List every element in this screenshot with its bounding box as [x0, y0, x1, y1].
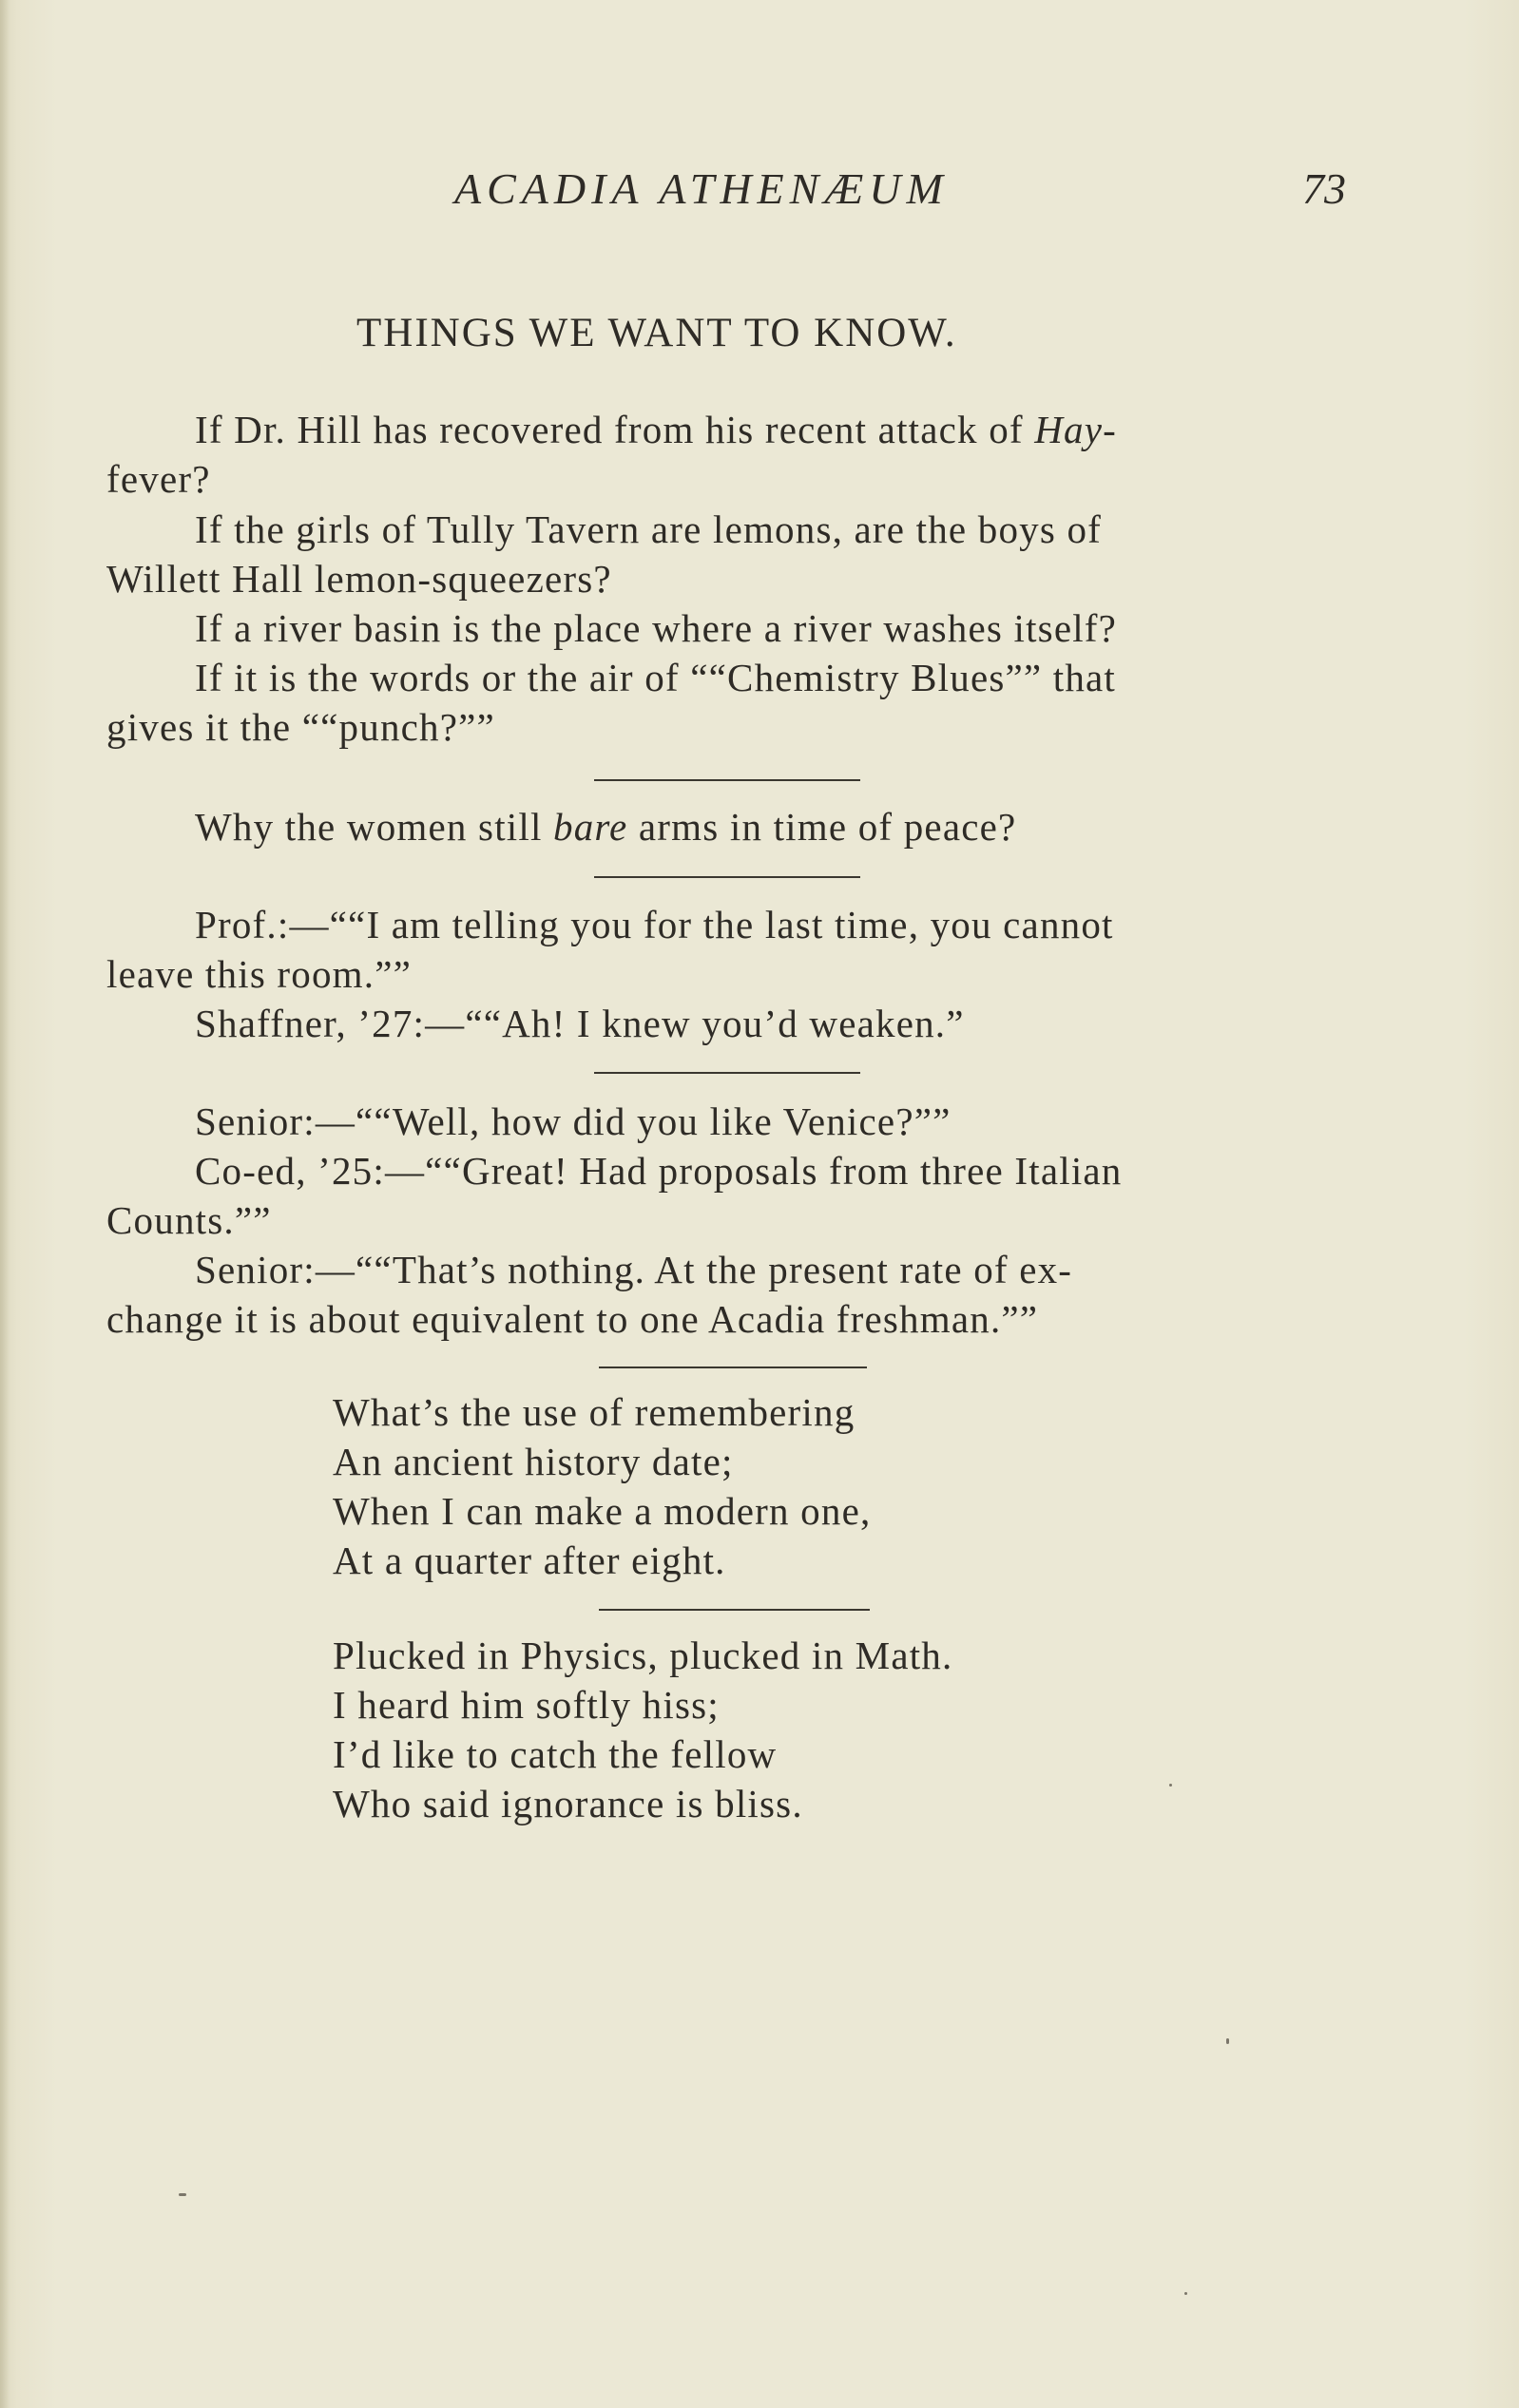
venice-dialogue-line-1: Senior:—““Well, how did you like Venice?”” — [195, 1099, 952, 1143]
verse-line: An ancient history date; — [333, 1440, 734, 1483]
verse-line: At a quarter after eight. — [333, 1538, 726, 1582]
prof-dialogue-line-1: Prof.:—““I am telling you for the last time, you cannot — [195, 903, 1114, 946]
verse-line: When I can make a modern one, — [333, 1489, 872, 1533]
verse-line: Plucked in Physics, plucked in Math. — [333, 1634, 953, 1677]
section-heading: THINGS WE WANT TO KNOW. — [356, 311, 957, 355]
section-divider — [594, 1072, 860, 1074]
question-text: If Dr. Hill has recovered from his recent attack of — [195, 408, 1035, 451]
page-edge-shadow — [0, 0, 10, 2408]
bare-arms-line — [195, 805, 1017, 849]
section-divider — [594, 876, 860, 878]
running-header-title: ACADIA ATHENÆUM — [454, 164, 949, 213]
question-hay-fever-line-1 — [195, 408, 1117, 451]
prof-dialogue-line-2: leave this room.”” — [106, 952, 413, 996]
scan-speck — [1226, 2038, 1229, 2044]
bare-arms-text-end: arms in time of peace? — [627, 805, 1017, 849]
venice-dialogue-line-3: Counts.”” — [106, 1198, 272, 1242]
venice-dialogue-line-4: Senior:—““That’s nothing. At the present rate of ex- — [195, 1248, 1073, 1291]
prof-dialogue-line-3: Shaffner, ’27:—““Ah! I knew you’d weaken.” — [195, 1002, 965, 1045]
venice-dialogue-line-5: change it is about equivalent to one Acadia freshman.”” — [106, 1297, 1039, 1341]
page-number: 73 — [1302, 164, 1346, 213]
italic-word: Hay- — [1034, 408, 1117, 451]
italic-word: bare — [553, 805, 628, 849]
scan-speck — [1184, 2292, 1187, 2295]
verse-line: I’d like to catch the fellow — [333, 1732, 778, 1776]
verse-line: What’s the use of remembering — [333, 1390, 856, 1434]
section-divider — [594, 779, 860, 781]
question-chemistry-blues-line-2: gives it the ““punch?”” — [106, 705, 495, 749]
verse-line: I heard him softly hiss; — [333, 1683, 720, 1727]
section-divider — [599, 1609, 870, 1611]
venice-dialogue-line-2: Co-ed, ’25:—““Great! Had proposals from three Italian — [195, 1149, 1123, 1193]
question-lemons-line-2: Willett Hall lemon-squeezers? — [106, 557, 612, 601]
question-chemistry-blues-line-1: If it is the words or the air of ““Chemistry Blues”” that — [195, 656, 1117, 699]
bare-arms-text-start: Why the women still — [195, 805, 554, 849]
section-divider — [599, 1366, 867, 1368]
verse-line: Who said ignorance is bliss. — [333, 1782, 803, 1825]
question-lemons-line-1: If the girls of Tully Tavern are lemons, are the boys of — [195, 507, 1103, 551]
question-river-basin: If a river basin is the place where a river washes itself? — [195, 606, 1118, 650]
scan-speck — [179, 2193, 186, 2196]
scan-speck — [1169, 1784, 1172, 1787]
question-hay-fever-line-2: fever? — [106, 457, 211, 501]
